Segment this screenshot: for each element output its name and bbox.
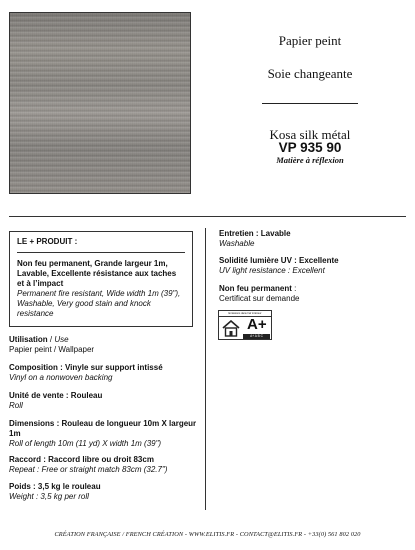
title-divider: [262, 103, 358, 104]
product-reference: VP 935 90: [278, 140, 342, 155]
badge-grade: A+: [247, 316, 267, 333]
highlights-title: LE + PRODUIT :: [17, 237, 185, 253]
weight-section: [9, 482, 199, 502]
unit-en: Roll: [9, 401, 23, 410]
highlights-fr: Non feu permanent, Grande largeur 1m, Lavable, Excellente résistance aux taches et à l’impact: [17, 259, 177, 288]
dimensions-fr: Dimensions : Rouleau de longueur 10m X largeur 1m: [9, 419, 197, 438]
fire-colon: :: [291, 284, 297, 293]
usage-value: Papier peint / Wallpaper: [9, 345, 95, 354]
composition-section: [9, 363, 199, 383]
badge-scale: A+ A B C: [243, 334, 270, 339]
column-divider: [205, 228, 206, 510]
care-en: Washable: [219, 239, 255, 248]
lightfastness-section: [219, 256, 409, 276]
repeat-en: Repeat : Free or straight match 83cm (32.7"): [9, 465, 168, 474]
composition-fr: Composition : Vinyle sur support intissé: [9, 363, 163, 372]
usage-section: [9, 335, 199, 355]
repeat-fr: Raccord : Raccord libre ou droit 83cm: [9, 455, 154, 464]
fire-section: [219, 284, 409, 304]
unit-section: [9, 391, 199, 411]
lightfastness-fr: Solidité lumière UV : Excellente: [219, 256, 339, 265]
usage-label-en: Use: [54, 335, 69, 344]
house-icon: [222, 320, 240, 337]
footer-contact: CRÉATION FRANÇAISE / FRENCH CRÉATION - WWW.ELITIS.FR - CONTACT@ELITIS.FR - +33(0) 561 802 020: [54, 531, 361, 538]
fire-value: Certificat sur demande: [219, 294, 300, 303]
product-type: Papier peint: [278, 33, 342, 48]
collection-name: Soie changeante: [267, 66, 353, 81]
unit-fr: Unité de vente : Rouleau: [9, 391, 103, 400]
product-note: Matière à réflexion: [276, 155, 344, 165]
highlights-en: Permanent fire resistant, Wide width 1m (39"), Washable, Very good stain and knock resistance: [17, 289, 181, 318]
lightfastness-en: UV light resistance : Excellent: [219, 266, 325, 275]
section-divider: [9, 216, 406, 217]
fire-label: Non feu permanent: [219, 284, 292, 293]
repeat-section: [9, 455, 199, 475]
care-fr: Entretien : Lavable: [219, 229, 291, 238]
product-swatch-image: [9, 12, 191, 194]
badge-top-text: Emissions dans l'air intérieur: [219, 311, 271, 317]
emissions-badge: [218, 310, 272, 340]
usage-label: Utilisation: [9, 335, 48, 344]
composition-en: Vinyl on a nonwoven backing: [9, 373, 113, 382]
usage-sep: /: [47, 335, 55, 344]
dimensions-section: [9, 419, 199, 449]
weight-en: Weight : 3,5 kg per roll: [9, 492, 89, 501]
dimensions-en: Roll of length 10m (11 yd) X width 1m (39"): [9, 439, 162, 448]
weight-fr: Poids : 3,5 kg le rouleau: [9, 482, 101, 491]
product-name: Kosa silk métal: [269, 127, 351, 142]
care-section: [219, 229, 409, 249]
product-highlights-box: [9, 231, 193, 327]
